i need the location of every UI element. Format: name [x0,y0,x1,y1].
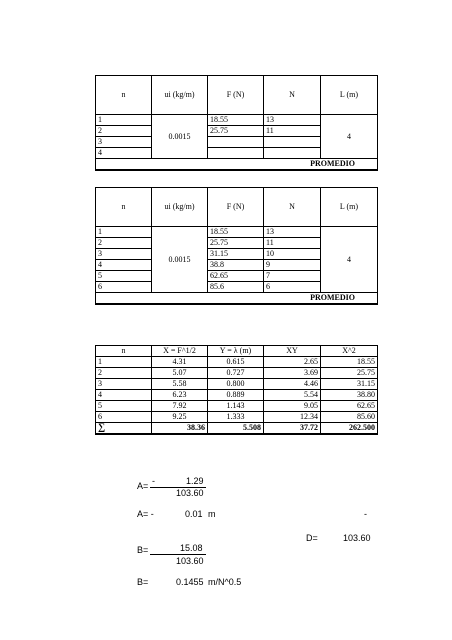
xy-cell: 4.46 [264,379,321,390]
x-cell: 4.31 [152,357,208,368]
ui-cell: 0.0015 [152,227,208,293]
n-cell: 6 [96,412,152,423]
N-cell: 11 [264,238,321,249]
table-2-header-row [96,188,378,227]
y-cell: 1.143 [208,401,264,412]
N-cell: 13 [264,227,321,238]
b-label: B= [137,545,149,555]
sum-symbol: ∑ [96,423,152,435]
f-cell: 25.75 [208,238,264,249]
table-3-totals-row [96,423,378,435]
x-cell: 6.23 [152,390,208,401]
n-cell: 1 [96,115,152,126]
N-cell: 9 [264,260,321,271]
ui-cell: 0.0015 [152,115,208,159]
table-2-header-l: L (m) [321,188,378,227]
table-2-header-n: n [96,188,152,227]
table-row [96,115,378,126]
f-cell: 18.55 [208,115,264,126]
x-cell: 9.25 [152,412,208,423]
table-1-header-row [96,76,378,115]
y-total: 5.508 [208,423,264,435]
table-3-header-y: Y = λ (m) [208,346,264,357]
b-numerator: 15.08 [180,543,203,553]
d-value: 103.60 [343,533,371,543]
x2-cell: 25.75 [321,368,378,379]
y-cell: 0.727 [208,368,264,379]
x2-cell: 18.55 [321,357,378,368]
f-cell: 38.8 [208,260,264,271]
x-total: 38.36 [152,423,208,435]
table-2 [95,187,378,305]
N-cell [264,148,321,159]
table-2-header-f: F (N) [208,188,264,227]
l-cell: 4 [321,227,378,293]
a-result-value: 0.01 [185,509,203,519]
b-result-unit: m/N^0.5 [208,577,242,587]
xy-cell: 5.54 [264,390,321,401]
x2-cell: 31.15 [321,379,378,390]
table-1-header-n: n [96,76,152,115]
table-1-header-N: N [264,76,321,115]
table-1-header-ui: ui (kg/m) [152,76,208,115]
n-cell: 6 [96,282,152,293]
n-cell: 4 [96,390,152,401]
promedio-label: PROMEDIO [96,159,378,171]
N-cell: 6 [264,282,321,293]
f-cell [208,148,264,159]
f-cell: 85.6 [208,282,264,293]
table-1-header-l: L (m) [321,76,378,115]
table-1 [95,75,378,171]
N-cell: 7 [264,271,321,282]
n-cell: 5 [96,271,152,282]
xy-cell: 12.34 [264,412,321,423]
a-denominator: 103.60 [176,488,204,498]
table-3-header-row [96,346,378,357]
b-denominator: 103.60 [176,556,204,566]
N-cell [264,137,321,148]
a-numerator-sign: - [152,476,155,486]
f-cell [208,137,264,148]
y-cell: 0.800 [208,379,264,390]
n-cell: 5 [96,401,152,412]
x2-total: 262.500 [321,423,378,435]
xy-cell: 2.65 [264,357,321,368]
f-cell: 25.75 [208,126,264,137]
table-3-header-x: X = F^1/2 [152,346,208,357]
d-label: D= [306,533,318,543]
x2-cell: 38.80 [321,390,378,401]
x2-cell: 62.65 [321,401,378,412]
a-numerator: 1.29 [186,476,204,486]
n-cell: 2 [96,238,152,249]
b-result-label: B= [137,577,149,587]
dash-mark: - [364,509,367,519]
l-cell: 4 [321,115,378,159]
N-cell: 11 [264,126,321,137]
table-2-header-ui: ui (kg/m) [152,188,208,227]
xy-cell: 3.69 [264,368,321,379]
x-cell: 7.92 [152,401,208,412]
table-row [96,390,378,401]
table-row [96,401,378,412]
table-1-header-f: F (N) [208,76,264,115]
n-cell: 3 [96,379,152,390]
xy-cell: 9.05 [264,401,321,412]
promedio-label: PROMEDIO [96,293,378,305]
table-row [96,412,378,423]
b-result-value: 0.1455 [176,577,204,587]
x-cell: 5.07 [152,368,208,379]
table-row [96,357,378,368]
n-cell: 3 [96,137,152,148]
n-cell: 4 [96,260,152,271]
y-cell: 1.333 [208,412,264,423]
n-cell: 3 [96,249,152,260]
table-row [96,227,378,238]
f-cell: 31.15 [208,249,264,260]
a-label: A= [137,481,149,491]
table-1-promedio-row [96,159,378,171]
table-row [96,368,378,379]
y-cell: 0.889 [208,390,264,401]
n-cell: 2 [96,126,152,137]
x2-cell: 85.60 [321,412,378,423]
x-cell: 5.58 [152,379,208,390]
table-3-header-x2: X^2 [321,346,378,357]
b-fraction-line [150,554,206,555]
table-2-promedio-row [96,293,378,305]
table-2-header-N: N [264,188,321,227]
table-3-header-n: n [96,346,152,357]
f-cell: 18.55 [208,227,264,238]
xy-total: 37.72 [264,423,321,435]
table-3 [95,345,378,435]
n-cell: 1 [96,357,152,368]
N-cell: 10 [264,249,321,260]
f-cell: 62.65 [208,271,264,282]
table-row [96,379,378,390]
a-result-label: A= - [137,509,154,519]
n-cell: 2 [96,368,152,379]
n-cell: 4 [96,148,152,159]
y-cell: 0.615 [208,357,264,368]
N-cell: 13 [264,115,321,126]
n-cell: 1 [96,227,152,238]
table-3-header-xy: XY [264,346,321,357]
a-result-unit: m [208,509,216,519]
